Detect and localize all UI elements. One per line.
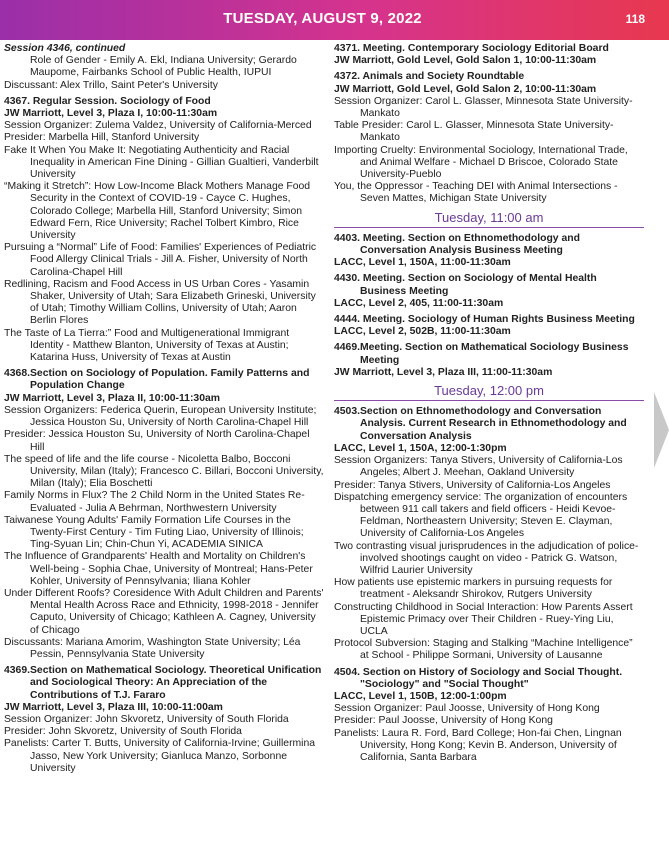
paper-entry: The Taste of La Tierra:” Food and Multigenerational Immigrant Identity - Matthew Blanton, University of Texas at Austin; Katarina Huss, University of Texas at Austin [4,327,290,364]
session-title: 4430. Meeting. Section on Sociology of Mental Health Business Meeting [334,273,597,297]
time-heading-1100: Tuesday, 11:00 am [334,206,644,228]
paper-entry: Two contrasting visual jurisprudences in the adjudication of police-involved shootings caught on video - Patrick G. Watson, Wilfrid Laurier University [334,540,639,576]
session-title: 4372. Animals and Society Roundtable [334,71,525,83]
session-organizer: Session Organizers: Tanya Stivers, University of California-Los Angeles; Albert J. Meehan, Oakland University [334,455,623,479]
paper-entry: Protocol Subversion: Staging and Stalking “Machine Intelligence” at School - Philippe Sormani, University of Lausanne [334,638,633,662]
session-presider: Presider: Paul Joosse, University of Hong Kong [334,715,553,727]
paper-entry: Under Different Roofs? Coresidence With Adult Children and Parents' Mental Health Across Race and Ethnicity, 1998-2018 - Jennifer Caputo, University of Chicago; Kathleen A. Cagney, University of Chicago [4,587,324,636]
session-organizer: Session Organizer: Paul Joosse, University of Hong Kong [334,703,600,715]
paper-entry: Taiwanese Young Adults' Family Formation Life Courses in the Twenty-First Century - Tim Futing Liao, University of Illinois; Ting-Syuan Lin; Chin-Chun Yi, ACADEMIA SINICA [4,514,304,551]
session-organizer: Session Organizer: Zulema Valdez, University of California-Merced [4,120,312,132]
session-location: JW Marriott, Gold Level, Gold Salon 1, 10:00-11:30am [334,55,597,67]
left-column [4,43,324,775]
right-column [334,43,644,764]
session-presider: Presider: John Skvoretz, University of South Florida [4,726,242,738]
session-title: 4503.Section on Ethnomethodology and Conversation Analysis. Current Research in Ethnomethodology and Conversation Analysis [334,406,627,442]
session-location: LACC, Level 1, 150A, 12:00-1:30pm [334,442,507,454]
session-title: 4469.Meeting. Section on Mathematical Sociology Business Meeting [334,342,629,366]
session-location: LACC, Level 2, 502B, 11:00-11:30am [334,326,511,338]
session-title: 4403. Meeting. Section on Ethnomethodology and Conversation Analysis Business Meeting [334,232,580,257]
page-number: 118 [625,12,645,26]
paper-entry: Importing Cruelty: Environmental Sociology, International Trade, and Animal Welfare - Michael D Briscoe, Colorado State University-Pueblo [334,144,628,181]
session-presider: Presider: Jessica Houston Su, University of North Carolina-Chapel Hill [4,429,310,453]
session-title: 4369.Section on Mathematical Sociology. Theoretical Unification and Sociological Theory: An Appreciation of the Contributions of T.J. Fararo [4,665,322,701]
paper-entry: The speed of life and the life course - Nicoletta Balbo, Bocconi University, Milan (Italy); Francesco C. Billari, Bocconi University, Milan (Italy); Elia Boschetti [4,453,324,490]
discussant: Discussant: Alex Trillo, Saint Peter's University [4,79,218,91]
session-title: 4368.Section on Sociology of Population. Family Patterns and Population Change [4,368,310,392]
session-organizer: Session Organizer: Carol L. Glasser, Minnesota State University-Mankato [334,95,633,120]
session-location: JW Marriott, Level 3, Plaza I, 10:00-11:30am [4,108,218,120]
paper-line: Role of Gender - Emily A. Ekl, Indiana University; Gerardo [30,55,297,67]
paper-entry: The Influence of Grandparents' Health and Mortality on Children's Well-being - Sophia Chae, University of Montreal; Hans-Peter Kohler, University of Pennsylvania; Iliana Kohler [4,551,313,587]
session-location: JW Marriott, Level 3, Plaza III, 11:00-11:30am [334,366,553,378]
session-title: 4504. Section on History of Sociology and Social Thought. "Sociology" and "Social Thought" [334,666,623,690]
paper-entry: Family Norms in Flux? The 2 Child Norm in the United States Re-Evaluated - Julia A Behrman, Northwestern University [4,490,305,514]
session-organizer: Session Organizers: Federica Querin, European University Institute; Jessica Houston Su, University of North Carolina-Chapel Hill [4,404,317,429]
page-date-title: TUESDAY, AUGUST 9, 2022 [223,10,422,27]
session-location: LACC, Level 1, 150B, 12:00-1:00pm [334,690,507,702]
session-title: 4371. Meeting. Contemporary Sociology Editorial Board [334,43,609,54]
panelists: Panelists: Carter T. Butts, University of California-Irvine; Guillermina Jasso, New York University; Gianluca Manzo, Sorbonne University [4,738,316,774]
paper-entry: Redlining, Racism and Food Access in US Urban Cores - Yasamin Shaker, University of Utah; Sara Elizabeth Grineski, University of Utah; Timothy William Collins, University of Utah; Aaron Berlin Flores [4,278,316,327]
panelists: Panelists: Laura R. Ford, Bard College; Hon-fai Chen, Lingnan University, Hong Kong; Kevin B. Anderson, University of California, Santa Barbara [334,727,622,763]
paper-entry: Pursuing a “Normal” Life of Food: Families' Experiences of Pediatric Food Allergy Clinical Trials - Jill A. Fisher, University of North Carolina-Chapel Hill [4,242,317,278]
session-location: LACC, Level 2, 405, 11:00-11:30am [334,297,504,309]
session-title: 4444. Meeting. Sociology of Human Rights Business Meeting [334,314,635,326]
paper-entry: “Making it Stretch”: How Low-Income Black Mothers Manage Food Security in the Context of COVID-19 - Cayce C. Hughes, Colorado College; Marbella Hill, Stanford University; Simon Edward Fern, Rice University; Rachel Tolbert Kimbro, Rice University [4,181,311,242]
session-location: JW Marriott, Level 3, Plaza III, 10:00-11:00am [4,701,223,713]
session-location: LACC, Level 1, 150A, 11:00-11:30am [334,257,511,269]
session-location: JW Marriott, Gold Level, Gold Salon 2, 10:00-11:30am [334,83,597,95]
session-title: 4367. Regular Session. Sociology of Food [4,95,211,107]
paper-entry: You, the Oppressor - Teaching DEI with Animal Intersections - Seven Mattes, Michigan State University [334,181,618,205]
paper-entry: How patients use epistemic markers in pursuing requests for treatment - Aleksandr Shirokov, Rutgers University [334,577,613,601]
discussant: Discussants: Mariana Amorim, Washington State University; Léa Pessin, Pennsylvania State University [4,636,301,660]
paper-line: Maupome, Fairbanks School of Public Health, IUPUI [30,67,272,79]
time-heading-1200: Tuesday, 12:00 pm [334,379,644,401]
next-page-arrow-icon[interactable] [654,392,669,468]
session-presider: Presider: Tanya Stivers, University of California-Los Angeles [334,479,611,491]
paper-entry: Constructing Childhood in Social Interaction: How Parents Assert Epistemic Primacy over Their Children - Ruey-Ying Liu, UCLA [334,601,633,637]
session-organizer: Session Organizer: John Skvoretz, University of South Florida [4,713,289,725]
continued-label: Session 4346, continued [4,43,126,54]
session-presider: Presider: Marbella Hill, Stanford University [4,132,200,144]
session-location: JW Marriott, Level 3, Plaza II, 10:00-11:30am [4,392,220,404]
paper-entry: Fake It When You Make It: Negotiating Authenticity and Racial Inequality in American Fine Dining - Gillian Gualtieri, Vanderbilt University [4,144,319,181]
table-presider: Table Presider: Carol L. Glasser, Minnesota State University-Mankato [334,120,614,144]
page-header [0,0,669,40]
paper-entry: Dispatching emergency service: The organization of encounters between 911 call takers and field officers - Heidi Kevoe-Feldman, Northeastern University; Steven E. Clayman, University of California-Los Angeles [334,491,628,540]
